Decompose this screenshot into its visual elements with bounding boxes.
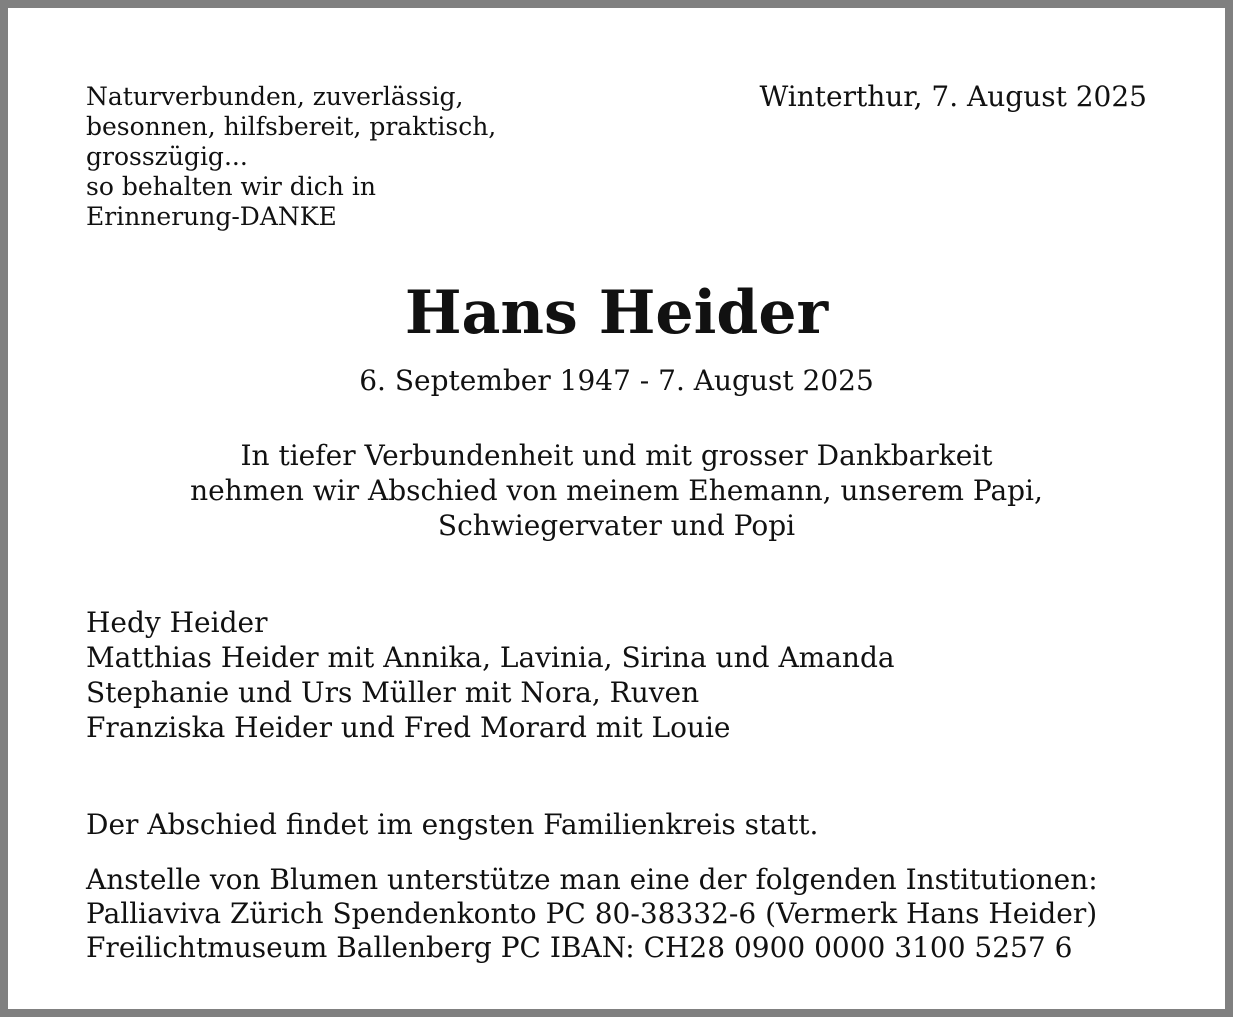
donation-item: Palliaviva Zürich Spendenkonto PC 80-38332-6 (Vermerk Hans Heider) [86,897,1098,930]
motto-line: grosszügig... [86,142,248,171]
donation-item: Freilichtmuseum Ballenberg PC IBAN: CH28 0900 0000 3100 5257 6 [86,931,1073,964]
donations-section [86,863,1098,965]
ceremony-notice: Der Abschied findet im engsten Familienkreis statt. [86,808,819,841]
lifespan: 6. September 1947 - 7. August 2025 [359,364,874,397]
farewell-line: Schwiegervater und Popi [437,509,796,542]
motto-text [86,82,556,232]
obituary-page [8,8,1225,1009]
motto-line: Erinnerung-DANKE [86,202,337,231]
deceased-name: Hans Heider [404,278,829,348]
mourner-line: Hedy Heider [86,606,268,639]
motto-line: Naturverbunden, zuverlässig, [86,82,464,111]
motto-line: besonnen, hilfsbereit, praktisch, [86,112,497,141]
mourners-list [86,605,895,745]
mourner-line: Stephanie und Urs Müller mit Nora, Ruven [86,676,700,709]
mourner-line: Matthias Heider mit Annika, Lavinia, Sirina und Amanda [86,641,895,674]
farewell-text [8,438,1225,543]
farewell-line: In tiefer Verbundenheit und mit grosser Dankbarkeit [240,439,993,472]
place-date: Winterthur, 7. August 2025 [759,80,1147,113]
donations-intro: Anstelle von Blumen unterstütze man eine der folgenden Institutionen: [86,863,1098,896]
motto-line: so behalten wir dich in [86,172,376,201]
mourner-line: Franziska Heider und Fred Morard mit Louie [86,711,731,744]
farewell-line: nehmen wir Abschied von meinem Ehemann, unserem Papi, [190,474,1043,507]
